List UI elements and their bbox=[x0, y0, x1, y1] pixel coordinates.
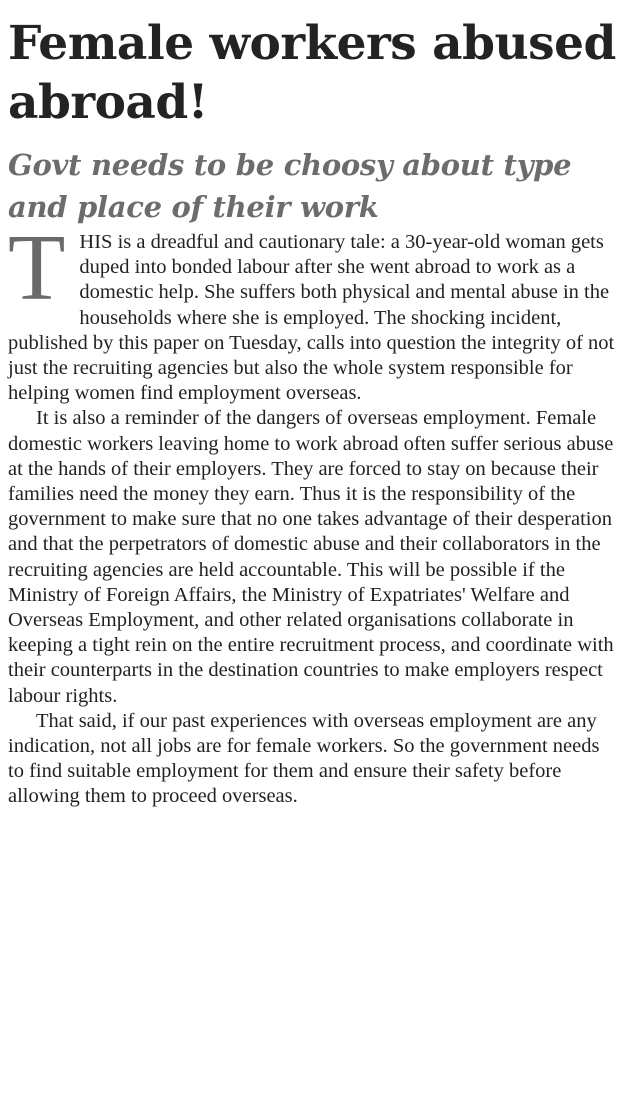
paragraph-1 bbox=[8, 216, 620, 406]
paragraph-2: It is also a reminder of the dangers of overseas employment. Female domestic workers leaving home to work abroad often suffer serious abuse at the hands of their employers. They are forced to stay on because their families need the money they earn. Thus it is the responsibility of the government to make sure that no one takes advantage of their desperation and that the perpetrators of domestic abuse and their collaborators in the recruiting agencies are held accountable. This will be possible if the Ministry of Foreign Affairs, the Ministry of Expatriates' Welfare and Overseas Employment, and other related organisations collaborate in keeping a tight rein on the entire recruitment process, and coordinate with their counterparts in the destination countries to make employers respect labour rights. bbox=[8, 407, 614, 707]
article-body bbox=[8, 216, 620, 810]
paragraph-3: That said, if our past experiences with overseas employment are any indication, not all jobs are for female workers. So the government needs to find suitable employment for them and ensure their safety before allowing them to proceed overseas. bbox=[8, 709, 600, 808]
paragraph-1-text: HIS is a dreadful and cautionary tale: a 30-year-old woman gets duped into bonded labour after she went abroad to work as a domestic help. She suffers both physical and mental abuse in the households where she is employed. The shocking incident, published by this paper on Tuesday, calls into question the integrity of not just the recruiting agencies but also the whole system responsible for helping women find employment overseas. bbox=[8, 231, 615, 405]
subheadline: Govt needs to be choosy about type and place of their work bbox=[8, 148, 572, 224]
drop-cap: T bbox=[8, 216, 66, 320]
headline: Female workers abused abroad! bbox=[8, 16, 616, 130]
